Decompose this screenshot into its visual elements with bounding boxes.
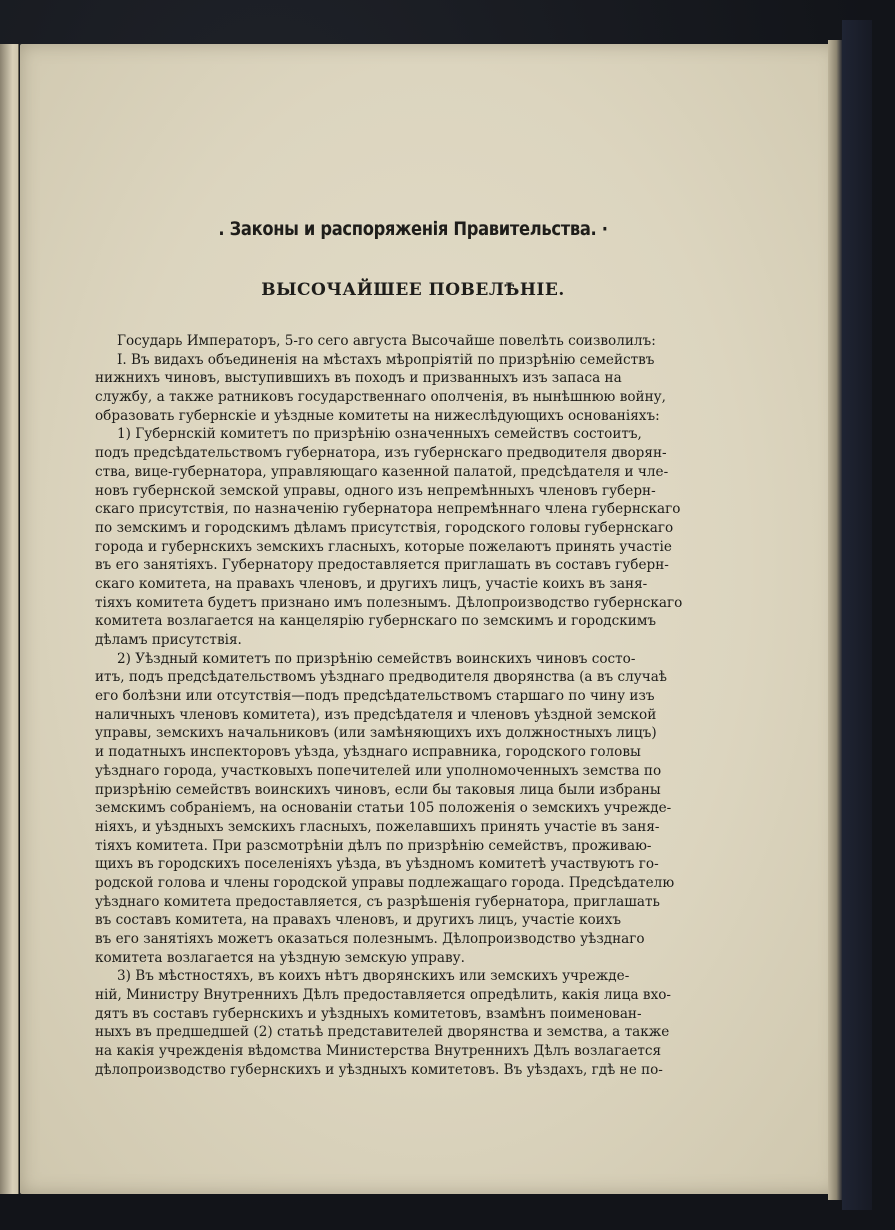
text-line: на какія учрежденія вѣдомства Министерства Внутреннихъ Дѣлъ возлагается <box>95 1043 662 1060</box>
text-line: 3) Въ мѣстностяхъ, въ коихъ нѣтъ дворянскихъ или земскихъ учрежде- <box>117 968 630 985</box>
text-line: дятъ въ составъ губернскихъ и уѣздныхъ комитетовъ, взамѣнъ поименован- <box>95 1005 642 1022</box>
text-line: скаго присутствія, по назначенію губернатора непремѣннаго члена губернскаго <box>95 501 681 518</box>
text-line: уѣзднаго комитета предоставляется, съ разрѣшенія губернатора, приглашать <box>95 893 660 910</box>
text-line: родской голова и члены городской управы подлежащаго города. Предсѣдателю <box>95 874 675 891</box>
text-line: наличныхъ членовъ комитета), изъ предсѣдателя и членовъ уѣздной земской <box>95 706 657 723</box>
text-line: образовать губернскіе и уѣздные комитеты на нижеслѣдующихъ основаніяхъ: <box>95 407 660 424</box>
text-line: въ его занятіяхъ можетъ оказаться полезнымъ. Дѣлопроизводство уѣзднаго <box>95 931 645 947</box>
text-line: щихъ въ городскихъ поселеніяхъ уѣзда, въ уѣздномъ комитетѣ участвуютъ го- <box>95 856 659 873</box>
text-line: въ составъ комитета, на правахъ членовъ, и другихъ лицъ, участіе коихъ <box>95 912 622 929</box>
text-line: по земскимъ и городскимъ дѣламъ присутствія, городского головы губернскаго <box>95 519 674 536</box>
text-line: земскимъ собраніемъ, на основаніи статьи 105 положенія о земскихъ учрежде- <box>95 800 672 817</box>
text-line: его болѣзни или отсутствія—подъ предсѣдательствомъ старшаго по чину изъ <box>95 688 655 705</box>
text-line: итъ, подъ предсѣдательствомъ уѣзднаго предводителя дворянства (а въ случаѣ <box>95 669 667 686</box>
text-line: ныхъ въ предшедшей (2) статьѣ представителей дворянства и земства, а также <box>95 1024 670 1041</box>
text-line: призрѣнію семействъ воинскихъ чиновъ, если бы таковыя лица были избраны <box>95 781 661 798</box>
body-text <box>95 332 731 1080</box>
text-line: ній, Министру Внутреннихъ Дѣлъ предоставляется опредѣлить, какія лица вхо- <box>95 987 672 1004</box>
text-line: 2) Уѣздный комитетъ по призрѣнію семействъ воинскихъ чиновъ состо- <box>117 650 636 667</box>
page-stack-edge <box>828 40 842 1200</box>
section-heading: . Законы и распоряженія Правительства. · <box>218 218 608 240</box>
text-line: города и губернскихъ земскихъ гласныхъ, которые пожелаютъ принять участіе <box>95 538 672 555</box>
text-line: новъ губернской земской управы, одного изъ непремѣнныхъ членовъ губерн- <box>95 482 656 499</box>
text-line: службу, а также ратниковъ государственнаго ополченія, въ нынѣшнюю войну, <box>95 389 666 406</box>
decree-title: ВЫСОЧАЙШЕЕ ПОВЕЛѢНІЕ. <box>261 280 565 300</box>
text-line: комитета возлагается на уѣздную земскую управу. <box>95 949 465 966</box>
text-line: и податныхъ инспекторовъ уѣзда, уѣзднаго исправника, городского головы <box>95 744 641 761</box>
text-line: ніяхъ, и уѣздныхъ земскихъ гласныхъ, пожелавшихъ принять участіе въ заня- <box>95 818 660 835</box>
text-line: скаго комитета, на правахъ членовъ, и другихъ лицъ, участіе коихъ въ заня- <box>95 575 648 592</box>
text-line: дѣлопроизводство губернскихъ и уѣздныхъ комитетовъ. Въ уѣздахъ, гдѣ не по- <box>95 1061 663 1078</box>
facing-page-edge <box>0 44 19 1194</box>
text-line: комитета возлагается на канцелярію губернскаго по земскимъ и городскимъ <box>95 613 657 630</box>
text-line: въ его занятіяхъ. Губернатору предоставляется приглашать въ составъ губерн- <box>95 557 669 574</box>
text-line: дѣламъ присутствія. <box>95 632 242 648</box>
text-line: Государь Императоръ, 5-го сего августа Высочайше повелѣть соизволилъ: <box>117 333 656 349</box>
text-line: I. Въ видахъ объединенія на мѣстахъ мѣропріятій по призрѣнію семействъ <box>117 351 655 368</box>
text-line: тіяхъ комитета. При разсмотрѣніи дѣлъ по призрѣнію семействъ, проживаю- <box>95 837 652 854</box>
text-line: тіяхъ комитета будетъ признано имъ полезнымъ. Дѣлопроизводство губернскаго <box>95 594 683 611</box>
text-line: нижнихъ чиновъ, выступившихъ въ походъ и призванныхъ изъ запаса на <box>95 370 622 387</box>
text-line: ства, вице-губернатора, управляющаго казенной палатой, предсѣдателя и чле- <box>95 463 669 480</box>
text-block <box>95 218 731 1080</box>
book-cover <box>842 20 872 1210</box>
text-line: управы, земскихъ начальниковъ (или замѣняющихъ ихъ должностныхъ лицъ) <box>95 725 657 742</box>
text-line: 1) Губернскій комитетъ по призрѣнію означенныхъ семействъ состоитъ, <box>117 426 642 443</box>
text-line: уѣзднаго города, участковыхъ попечителей или уполномоченныхъ земства по <box>95 762 662 779</box>
text-line: подъ предсѣдательствомъ губернатора, изъ губернскаго предводителя дворян- <box>95 445 667 462</box>
